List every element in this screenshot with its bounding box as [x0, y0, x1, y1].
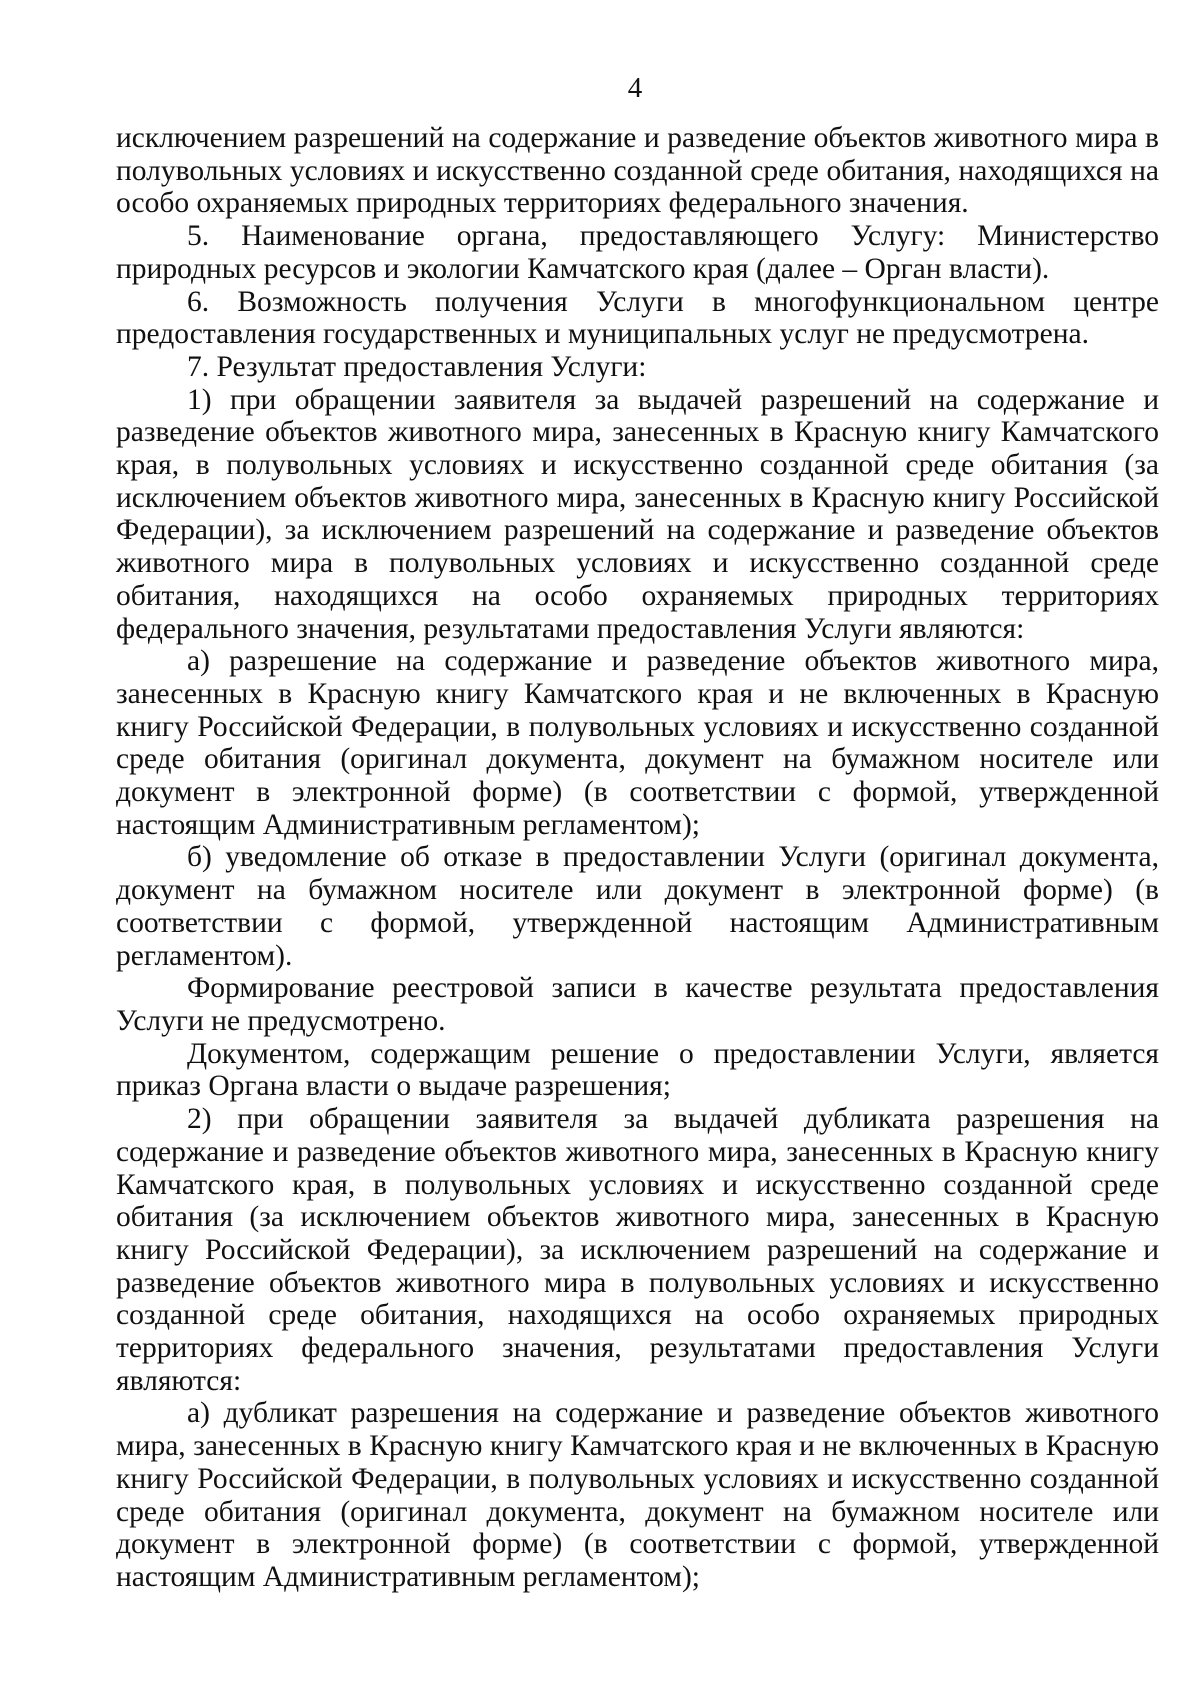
- paragraph-item-5: 5. Наименование органа, предоставляющего Услугу: Министерство природных ресурсов и экологии Камчатского края (далее – Орган власти).: [116, 220, 1159, 285]
- paragraph-subitem-2: 2) при обращении заявителя за выдачей дубликата разрешения на содержание и разведение объектов животного мира, занесенных в Красную книгу Камчатского края, в полувольных условиях и искусственно созданной среде обитания (за исключением объектов животного мира, занесенных в Красную книгу Российской Федерации), за исключением разрешений на содержание и разведение объектов животного мира в полувольных условиях и искусственно созданной среде обитания, находящихся на особо охраняемых природных территориях федерального значения, результатами предоставления Услуги являются:: [116, 1103, 1159, 1397]
- paragraph-subitem-1: 1) при обращении заявителя за выдачей разрешений на содержание и разведение объектов животного мира, занесенных в Красную книгу Камчатского края, в полувольных условиях и искусственно созданной среде обитания (за исключением объектов животного мира, занесенных в Красную книгу Российской Федерации), за исключением разрешений на содержание и разведение объектов животного мира в полувольных условиях и искусственно созданной среде обитания, находящихся на особо охраняемых природных территориях федерального значения, результатами предоставления Услуги являются:: [116, 383, 1159, 645]
- paragraph-subitem-1b: б) уведомление об отказе в предоставлении Услуги (оригинал документа, документ на бумажном носителе или документ в электронной форме) (в соответствии с формой, утвержденной настоящим Административным регламентом).: [116, 841, 1159, 972]
- paragraph-subitem-2a: а) дубликат разрешения на содержание и разведение объектов животного мира, занесенных в Красную книгу Камчатского края и не включенных в Красную книгу Российской Федерации, в полувольных условиях и искусственно созданной среде обитания (оригинал документа, документ на бумажном носителе или документ в электронной форме) (в соответствии с формой, утвержденной настоящим Административным регламентом);: [116, 1397, 1159, 1593]
- paragraph-subitem-1a: а) разрешение на содержание и разведение объектов животного мира, занесенных в Красную книгу Камчатского края и не включенных в Красную книгу Российской Федерации, в полувольных условиях и искусственно созданной среде обитания (оригинал документа, документ на бумажном носителе или документ в электронной форме) (в соответствии с формой, утвержденной настоящим Административным регламентом);: [116, 645, 1159, 841]
- page-number: 4: [627, 72, 643, 104]
- paragraph-continuation: исключением разрешений на содержание и разведение объектов животного мира в полувольных условиях и искусственно созданной среде обитания, находящихся на особо охраняемых природных территориях федерального значения.: [116, 122, 1159, 220]
- paragraph-item-7: 7. Результат предоставления Услуги:: [187, 350, 647, 383]
- paragraph-item-6: 6. Возможность получения Услуги в многофункциональном центре предоставления государственных и муниципальных услуг не предусмотрена.: [116, 285, 1159, 351]
- paragraph-decision-document: Документом, содержащим решение о предоставлении Услуги, является приказ Органа власти о выдаче разрешения;: [116, 1037, 1159, 1103]
- document-body: [116, 122, 1159, 1594]
- paragraph-registry-note: Формирование реестровой записи в качестве результата предоставления Услуги не предусмотрено.: [116, 972, 1159, 1037]
